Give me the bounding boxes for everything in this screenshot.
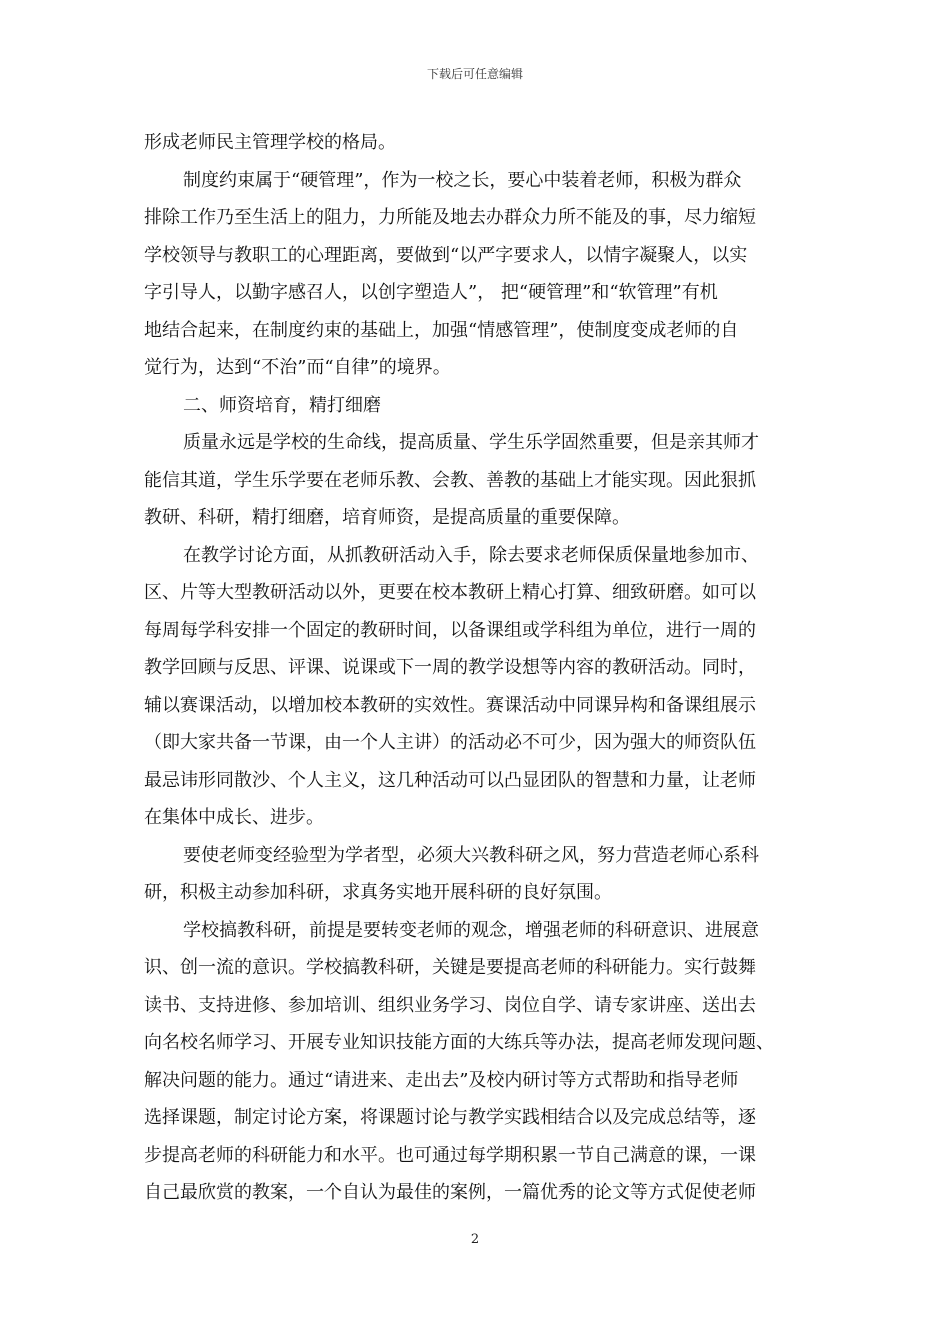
text-line: 读书、支持进修、参加培训、组织业务学习、岗位自学、请专家讲座、送出去 — [144, 994, 756, 1016]
text-line: 制度约束属于“硬管理”，作为一校之长，要心中装着老师，积极为群众 — [183, 169, 742, 191]
text-line: 自己最欣赏的教案，一个自认为最佳的案例，一篇优秀的论文等方式促使老师 — [144, 1182, 756, 1203]
text-line: 在教学讨论方面，从抓教研活动入手，除去要求老师保质保量地参加市、 — [183, 544, 759, 566]
text-line: 辅以赛课活动，以增加校本教研的实效性。赛课活动中同课异构和备课组展示 — [144, 694, 756, 716]
text-line: 选择课题，制定讨论方案，将课题讨论与教学实践相结合以及完成总结等，逐 — [144, 1107, 756, 1128]
text-line: 识、创一流的意识。学校搞教科研，关键是要提高老师的科研能力。实行鼓舞 — [144, 957, 756, 978]
text-line: 解决问题的能力。通过“请进来、走出去”及校内研讨等方式帮助和指导老师 — [144, 1069, 739, 1091]
text-line: 在集体中成长、进步。 — [144, 807, 324, 828]
page-header: 下载后可任意编辑 — [426, 67, 523, 81]
text-line: 教学回顾与反思、评课、说课或下一周的教学设想等内容的教研活动。同时， — [144, 657, 756, 678]
page-number: 2 — [470, 1232, 480, 1247]
text-line: 学校搞教科研，前提是要转变老师的观念，增强老师的科研意识、进展意 — [183, 919, 759, 941]
text-line: 觉行为，达到“不治”而“自律”的境界。 — [144, 357, 451, 378]
text-line: 最忌讳形同散沙、个人主义，这几种活动可以凸显团队的智慧和力量，让老师 — [144, 769, 756, 791]
text-line: 学校领导与教职工的心理距离，要做到“以严字要求人，以情字凝聚人，以实 — [144, 244, 748, 266]
document-body — [144, 124, 806, 1212]
text-line: 排除工作乃至生活上的阻力，力所能及地去办群众力所不能及的事，尽力缩短 — [144, 207, 756, 228]
text-line: 形成老师民主管理学校的格局。 — [144, 132, 396, 153]
text-line: 地结合起来，在制度约束的基础上，加强“情感管理”，使制度变成老师的自 — [144, 319, 739, 341]
text-line: 研，积极主动参加科研，求真务实地开展科研的良好氛围。 — [144, 882, 612, 903]
text-line: 要使老师变经验型为学者型，必须大兴教科研之风，努力营造老师心系科 — [183, 844, 759, 866]
text-line: 字引导人，以勤字感召人，以创字塑造人”， 把“硬管理”和“软管理”有机 — [144, 282, 718, 303]
text-line: 每周每学科安排一个固定的教研时间，以备课组或学科组为单位，进行一周的 — [144, 619, 756, 641]
text-line: 能信其道，学生乐学要在老师乐教、会教、善教的基础上才能实现。因此狠抓 — [144, 469, 756, 491]
text-line: 质量永远是学校的生命线，提高质量、学生乐学固然重要，但是亲其师才 — [183, 432, 759, 453]
text-line: 向名校名师学习、开展专业知识技能方面的大练兵等办法，提高老师发现问题、 — [144, 1032, 774, 1053]
text-line: 教研、科研，精打细磨，培育师资，是提高质量的重要保障。 — [144, 507, 630, 528]
text-line: 步提高老师的科研能力和水平。也可通过每学期积累一节自己满意的课，一课 — [144, 1144, 756, 1166]
text-line: 区、片等大型教研活动以外，更要在校本教研上精心打算、细致研磨。如可以 — [144, 582, 756, 603]
section-heading: 二、师资培育，精打细磨 — [183, 394, 381, 416]
text-line: （即大家共备一节课，由一个人主讲）的活动必不可少，因为强大的师资队伍 — [144, 732, 756, 753]
